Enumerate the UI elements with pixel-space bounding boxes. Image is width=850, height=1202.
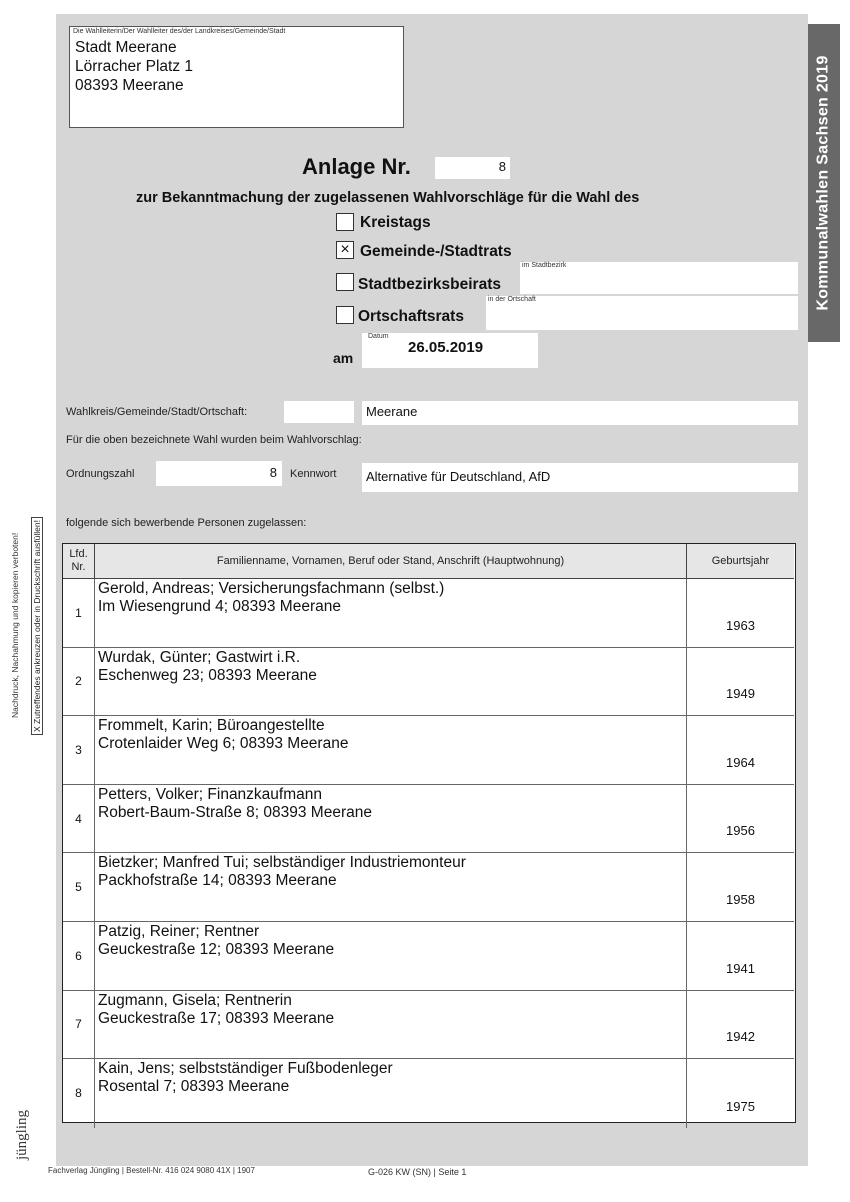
row-name (95, 648, 687, 716)
checkbox-ortschaftsrats[interactable] (336, 306, 354, 324)
row-year: 1964 (726, 754, 755, 770)
row-year: 1949 (726, 686, 755, 702)
side-note-1: Nachdruck, Nachahmung und kopieren verboten! (10, 532, 20, 718)
row-year: 1958 (726, 891, 755, 907)
label-gemeinde-stadtrats: Gemeinde-/Stadtrats (360, 243, 512, 260)
footer-left: Fachverlag Jüngling | Bestell-Nr. 416 024 9080 41X | 1907 (48, 1166, 255, 1175)
date-value: 26.05.2019 (408, 339, 484, 356)
checkbox-kreistags[interactable] (336, 213, 354, 231)
wahlkreis-field-left (284, 401, 354, 423)
header-nr: Lfd. Nr. (63, 544, 95, 579)
checkbox-gemeinde-stadtrats[interactable]: × (336, 241, 354, 259)
row-nr: 4 (63, 785, 95, 853)
row-name-line1: Zugmann, Gisela; Rentnerin (98, 991, 292, 1009)
wahlkreis-label: Wahlkreis/Gemeinde/Stadt/Ortschaft: (66, 406, 248, 418)
row-nr: 5 (63, 853, 95, 921)
row-name-line2: Geuckestraße 12; 08393 Meerane (98, 941, 335, 958)
persons-intro: folgende sich bewerbende Personen zugelassen: (66, 517, 307, 529)
row-nr: 7 (63, 991, 95, 1059)
label-kreistags: Kreistags (360, 214, 431, 231)
table-row (63, 922, 794, 991)
table-row (63, 1059, 794, 1128)
wahlkreis-value[interactable]: Meerane (362, 401, 798, 425)
row-name-line2: Im Wiesengrund 4; 08393 Meerane (98, 598, 341, 615)
table-row (63, 579, 794, 648)
intro-text: Für die oben bezeichnete Wahl wurden beim Wahlvorschlag: (66, 434, 362, 446)
row-name-line1: Petters, Volker; Finanzkaufmann (98, 785, 323, 803)
row-nr: 3 (63, 716, 95, 784)
row-nr: 2 (63, 648, 95, 716)
row-nr: 6 (63, 922, 95, 990)
row-name-line2: Robert-Baum-Straße 8; 08393 Meerane (98, 803, 372, 821)
row-name (95, 579, 687, 647)
row-name (95, 991, 687, 1059)
row-name-line1: Gerold, Andreas; Versicherungsfachmann (selbst.) (98, 580, 445, 597)
row-name-line1: Frommelt, Karin; Büroangestellte (98, 717, 325, 735)
row-nr: 8 (63, 1059, 95, 1128)
address-line-1: Stadt Meerane (75, 39, 177, 56)
subtitle: zur Bekanntmachung der zugelassenen Wahlvorschläge für die Wahl des (136, 190, 640, 206)
candidates-table (62, 543, 796, 1123)
row-year: 1942 (726, 1029, 755, 1045)
ortschaft-field[interactable] (486, 296, 798, 330)
anlage-number[interactable]: 8 (435, 157, 510, 179)
side-tab-label: Kommunalwahlen Sachsen 2019 (815, 55, 832, 311)
table-row (63, 648, 794, 717)
row-year: 1975 (726, 1098, 755, 1114)
row-name-line2: Geuckestraße 17; 08393 Meerane (98, 1009, 335, 1027)
checkbox-stadtbezirksbeirats[interactable] (336, 273, 354, 291)
row-name (95, 785, 687, 853)
row-year: 1956 (726, 823, 755, 839)
row-name-line2: Crotenlaider Weg 6; 08393 Meerane (98, 735, 349, 753)
row-name-line1: Wurdak, Günter; Gastwirt i.R. (98, 648, 301, 666)
row-name (95, 853, 687, 921)
header-name: Familienname, Vornamen, Beruf oder Stand, Anschrift (Hauptwohnung) (95, 544, 687, 579)
row-name-line2: Rosental 7; 08393 Meerane (98, 1078, 290, 1096)
stadtbezirk-field[interactable] (520, 262, 798, 294)
row-name-line2: Eschenweg 23; 08393 Meerane (98, 666, 317, 684)
label-ortschaftsrats: Ortschaftsrats (358, 308, 464, 325)
ordnungszahl-label: Ordnungszahl (66, 468, 135, 480)
table-row (63, 785, 794, 854)
anlage-title: Anlage Nr. (302, 154, 411, 179)
publisher-logo: jüngling (14, 1109, 30, 1160)
side-note-2: X Zutreffendes ankreuzen oder in Druckschrift ausfüllen! (31, 517, 43, 735)
table-row (63, 853, 794, 922)
address-block (69, 26, 404, 128)
row-year: 1963 (726, 617, 755, 633)
footer-center: G-026 KW (SN) | Seite 1 (368, 1167, 467, 1177)
table-row (63, 991, 794, 1060)
address-caption: Die Wahlleiterin/Der Wahlleiter des/der Landkreises/Gemeinde/Stadt (73, 28, 286, 35)
kennwort-value[interactable]: Alternative für Deutschland, AfD (362, 463, 798, 492)
header-year: Geburtsjahr (687, 544, 794, 579)
date-caption: Datum (368, 333, 389, 340)
row-name-line2: Packhofstraße 14; 08393 Meerane (98, 872, 337, 890)
date-field[interactable] (362, 333, 538, 368)
address-line-3: 08393 Meerane (75, 77, 184, 94)
kennwort-label: Kennwort (290, 468, 337, 480)
row-name-line1: Patzig, Reiner; Rentner (98, 923, 260, 940)
date-prefix: am (333, 350, 354, 366)
label-stadtbezirksbeirats: Stadtbezirksbeirats (358, 276, 501, 293)
row-name (95, 922, 687, 990)
row-nr: 1 (63, 579, 95, 647)
ordnungszahl-value[interactable]: 8 (156, 461, 282, 486)
stadtbezirk-caption: im Stadtbezirk (522, 262, 567, 269)
address-line-2: Lörracher Platz 1 (75, 58, 194, 75)
row-name (95, 1059, 687, 1128)
row-name-line1: Kain, Jens; selbstständiger Fußbodenleger (98, 1060, 393, 1078)
ortschaft-caption: in der Ortschaft (488, 296, 536, 303)
row-year: 1941 (726, 960, 755, 976)
row-name-line1: Bietzker; Manfred Tui; selbständiger Industriemonteur (98, 854, 466, 872)
